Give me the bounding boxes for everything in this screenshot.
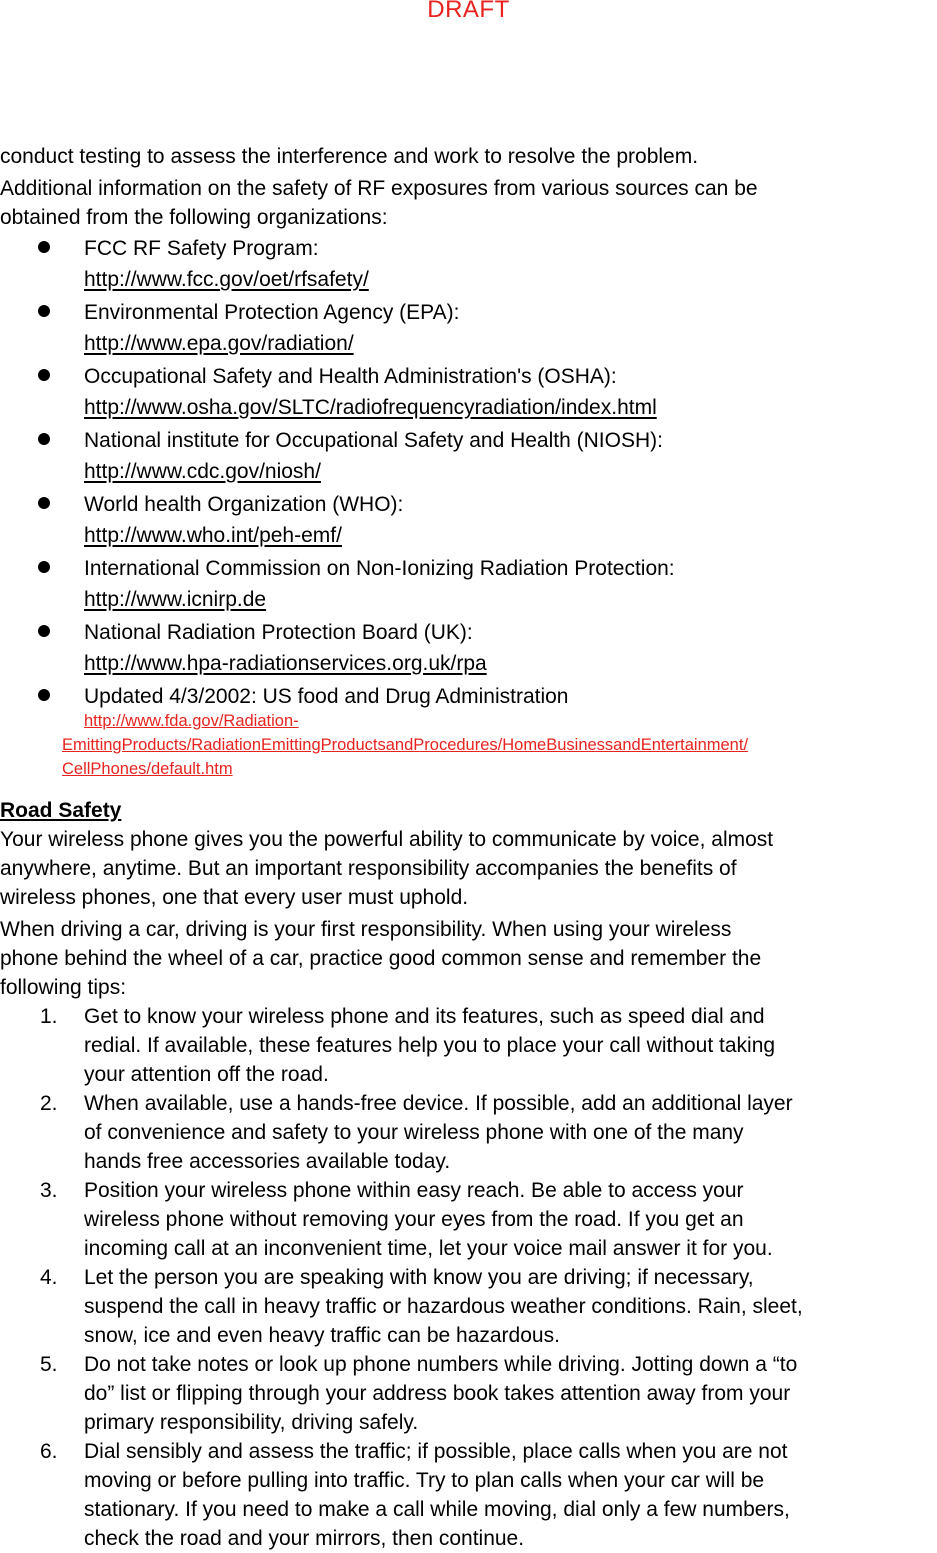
org-name: International Commission on Non-Ionizing Radiation Protection: xyxy=(84,557,675,580)
road-safety-para-1 xyxy=(0,825,937,912)
tip-number: 4. xyxy=(40,1266,58,1289)
org-name: Updated 4/3/2002: US food and Drug Administration xyxy=(84,685,569,708)
para-line: phone behind the wheel of a car, practice good common sense and remember the xyxy=(0,947,762,970)
tip-number: 1. xyxy=(40,1005,58,1028)
tip-number: 5. xyxy=(40,1353,58,1376)
list-item xyxy=(0,1002,937,1089)
tip-text xyxy=(84,1437,937,1553)
list-item xyxy=(0,296,937,360)
org-name: FCC RF Safety Program: xyxy=(84,237,319,260)
intro-para-line-2: obtained from the following organizations: xyxy=(0,206,388,229)
tip-line: moving or before pulling into traffic. Try to plan calls when your car will be xyxy=(84,1469,765,1492)
org-link[interactable]: http://www.who.int/peh-emf/ xyxy=(84,524,342,547)
tip-line: Get to know your wireless phone and its features, such as speed dial and xyxy=(84,1005,765,1028)
tip-line: hands free accessories available today. xyxy=(84,1150,451,1173)
tip-line: snow, ice and even heavy traffic can be hazardous. xyxy=(84,1324,560,1347)
list-item xyxy=(0,424,937,488)
document-body xyxy=(0,142,937,1553)
org-name: Occupational Safety and Health Administration's (OSHA): xyxy=(84,365,617,388)
org-name: National institute for Occupational Safety and Health (NIOSH): xyxy=(84,429,663,452)
tips-list xyxy=(0,1002,937,1553)
para-line: Your wireless phone gives you the powerful ability to communicate by voice, almost xyxy=(0,828,774,851)
para-line: following tips: xyxy=(0,976,127,999)
road-safety-heading: Road Safety xyxy=(0,799,122,822)
bullet-icon xyxy=(38,241,50,253)
fda-link[interactable] xyxy=(62,709,937,781)
tip-text xyxy=(84,1002,937,1089)
list-item xyxy=(0,1263,937,1350)
bullet-icon xyxy=(38,433,50,445)
org-link[interactable]: http://www.osha.gov/SLTC/radiofrequencyradiation/index.html xyxy=(84,396,657,419)
list-item xyxy=(0,232,937,296)
intro-line: conduct testing to assess the interference and work to resolve the problem. xyxy=(0,145,699,168)
tip-line: suspend the call in heavy traffic or hazardous weather conditions. Rain, sleet, xyxy=(84,1295,803,1318)
tip-line: Do not take notes or look up phone numbers while driving. Jotting down a “to xyxy=(84,1353,798,1376)
list-item xyxy=(0,552,937,616)
tip-number: 2. xyxy=(40,1092,58,1115)
tip-line: do” list or flipping through your address book takes attention away from your xyxy=(84,1382,791,1405)
tip-line: Let the person you are speaking with know you are driving; if necessary, xyxy=(84,1266,754,1289)
org-name: World health Organization (WHO): xyxy=(84,493,404,516)
para-line: wireless phones, one that every user must uphold. xyxy=(0,886,469,909)
fda-link-line-1: http://www.fda.gov/Radiation- xyxy=(84,712,299,730)
draft-watermark: DRAFT xyxy=(427,0,510,23)
list-item xyxy=(0,680,937,781)
bullet-icon xyxy=(38,689,50,701)
para-line: anywhere, anytime. But an important responsibility accompanies the benefits of xyxy=(0,857,737,880)
bullet-icon xyxy=(38,497,50,509)
tip-line: of convenience and safety to your wireless phone with one of the many xyxy=(84,1121,744,1144)
bullet-icon xyxy=(38,561,50,573)
list-item xyxy=(0,616,937,680)
tip-line: stationary. If you need to make a call while moving, dial only a few numbers, xyxy=(84,1498,790,1521)
list-item xyxy=(0,360,937,424)
tip-line: Position your wireless phone within easy reach. Be able to access your xyxy=(84,1179,744,1202)
para-line: When driving a car, driving is your first responsibility. When using your wireless xyxy=(0,918,732,941)
list-item xyxy=(0,488,937,552)
intro-paragraph xyxy=(0,174,937,232)
tip-text xyxy=(84,1263,937,1350)
tip-text xyxy=(84,1350,937,1437)
org-link[interactable]: http://www.icnirp.de xyxy=(84,588,267,611)
tip-line: When available, use a hands-free device. If possible, add an additional layer xyxy=(84,1092,793,1115)
bullet-icon xyxy=(38,625,50,637)
tip-number: 3. xyxy=(40,1179,58,1202)
bullet-icon xyxy=(38,305,50,317)
road-safety-para-2 xyxy=(0,915,937,1002)
org-name: Environmental Protection Agency (EPA): xyxy=(84,301,460,324)
tip-text xyxy=(84,1089,937,1176)
tip-line: redial. If available, these features help you to place your call without taking xyxy=(84,1034,776,1057)
tip-text xyxy=(84,1176,937,1263)
list-item xyxy=(0,1437,937,1553)
org-link[interactable]: http://www.fcc.gov/oet/rfsafety/ xyxy=(84,268,369,291)
list-item xyxy=(0,1089,937,1176)
tip-number: 6. xyxy=(40,1440,58,1463)
intro-para-line-1: Additional information on the safety of RF exposures from various sources can be xyxy=(0,177,758,200)
tip-line: incoming call at an inconvenient time, let your voice mail answer it for you. xyxy=(84,1237,773,1260)
org-name: National Radiation Protection Board (UK): xyxy=(84,621,473,644)
list-item xyxy=(0,1350,937,1437)
bullet-icon xyxy=(38,369,50,381)
fda-link-line-3: CellPhones/default.htm xyxy=(62,760,233,778)
tip-line: check the road and your mirrors, then continue. xyxy=(84,1527,525,1550)
fda-link-line-2: EmittingProducts/RadiationEmittingProductsandProcedures/HomeBusinessandEntertainment/ xyxy=(62,736,749,754)
org-link[interactable]: http://www.cdc.gov/niosh/ xyxy=(84,460,321,483)
list-item xyxy=(0,1176,937,1263)
tip-line: Dial sensibly and assess the traffic; if possible, place calls when you are not xyxy=(84,1440,788,1463)
tip-line: wireless phone without removing your eyes from the road. If you get an xyxy=(84,1208,744,1231)
organization-list xyxy=(0,232,937,781)
org-link[interactable]: http://www.hpa-radiationservices.org.uk/rpa xyxy=(84,652,487,675)
org-link[interactable]: http://www.epa.gov/radiation/ xyxy=(84,332,354,355)
tip-line: primary responsibility, driving safely. xyxy=(84,1411,419,1434)
tip-line: your attention off the road. xyxy=(84,1063,329,1086)
